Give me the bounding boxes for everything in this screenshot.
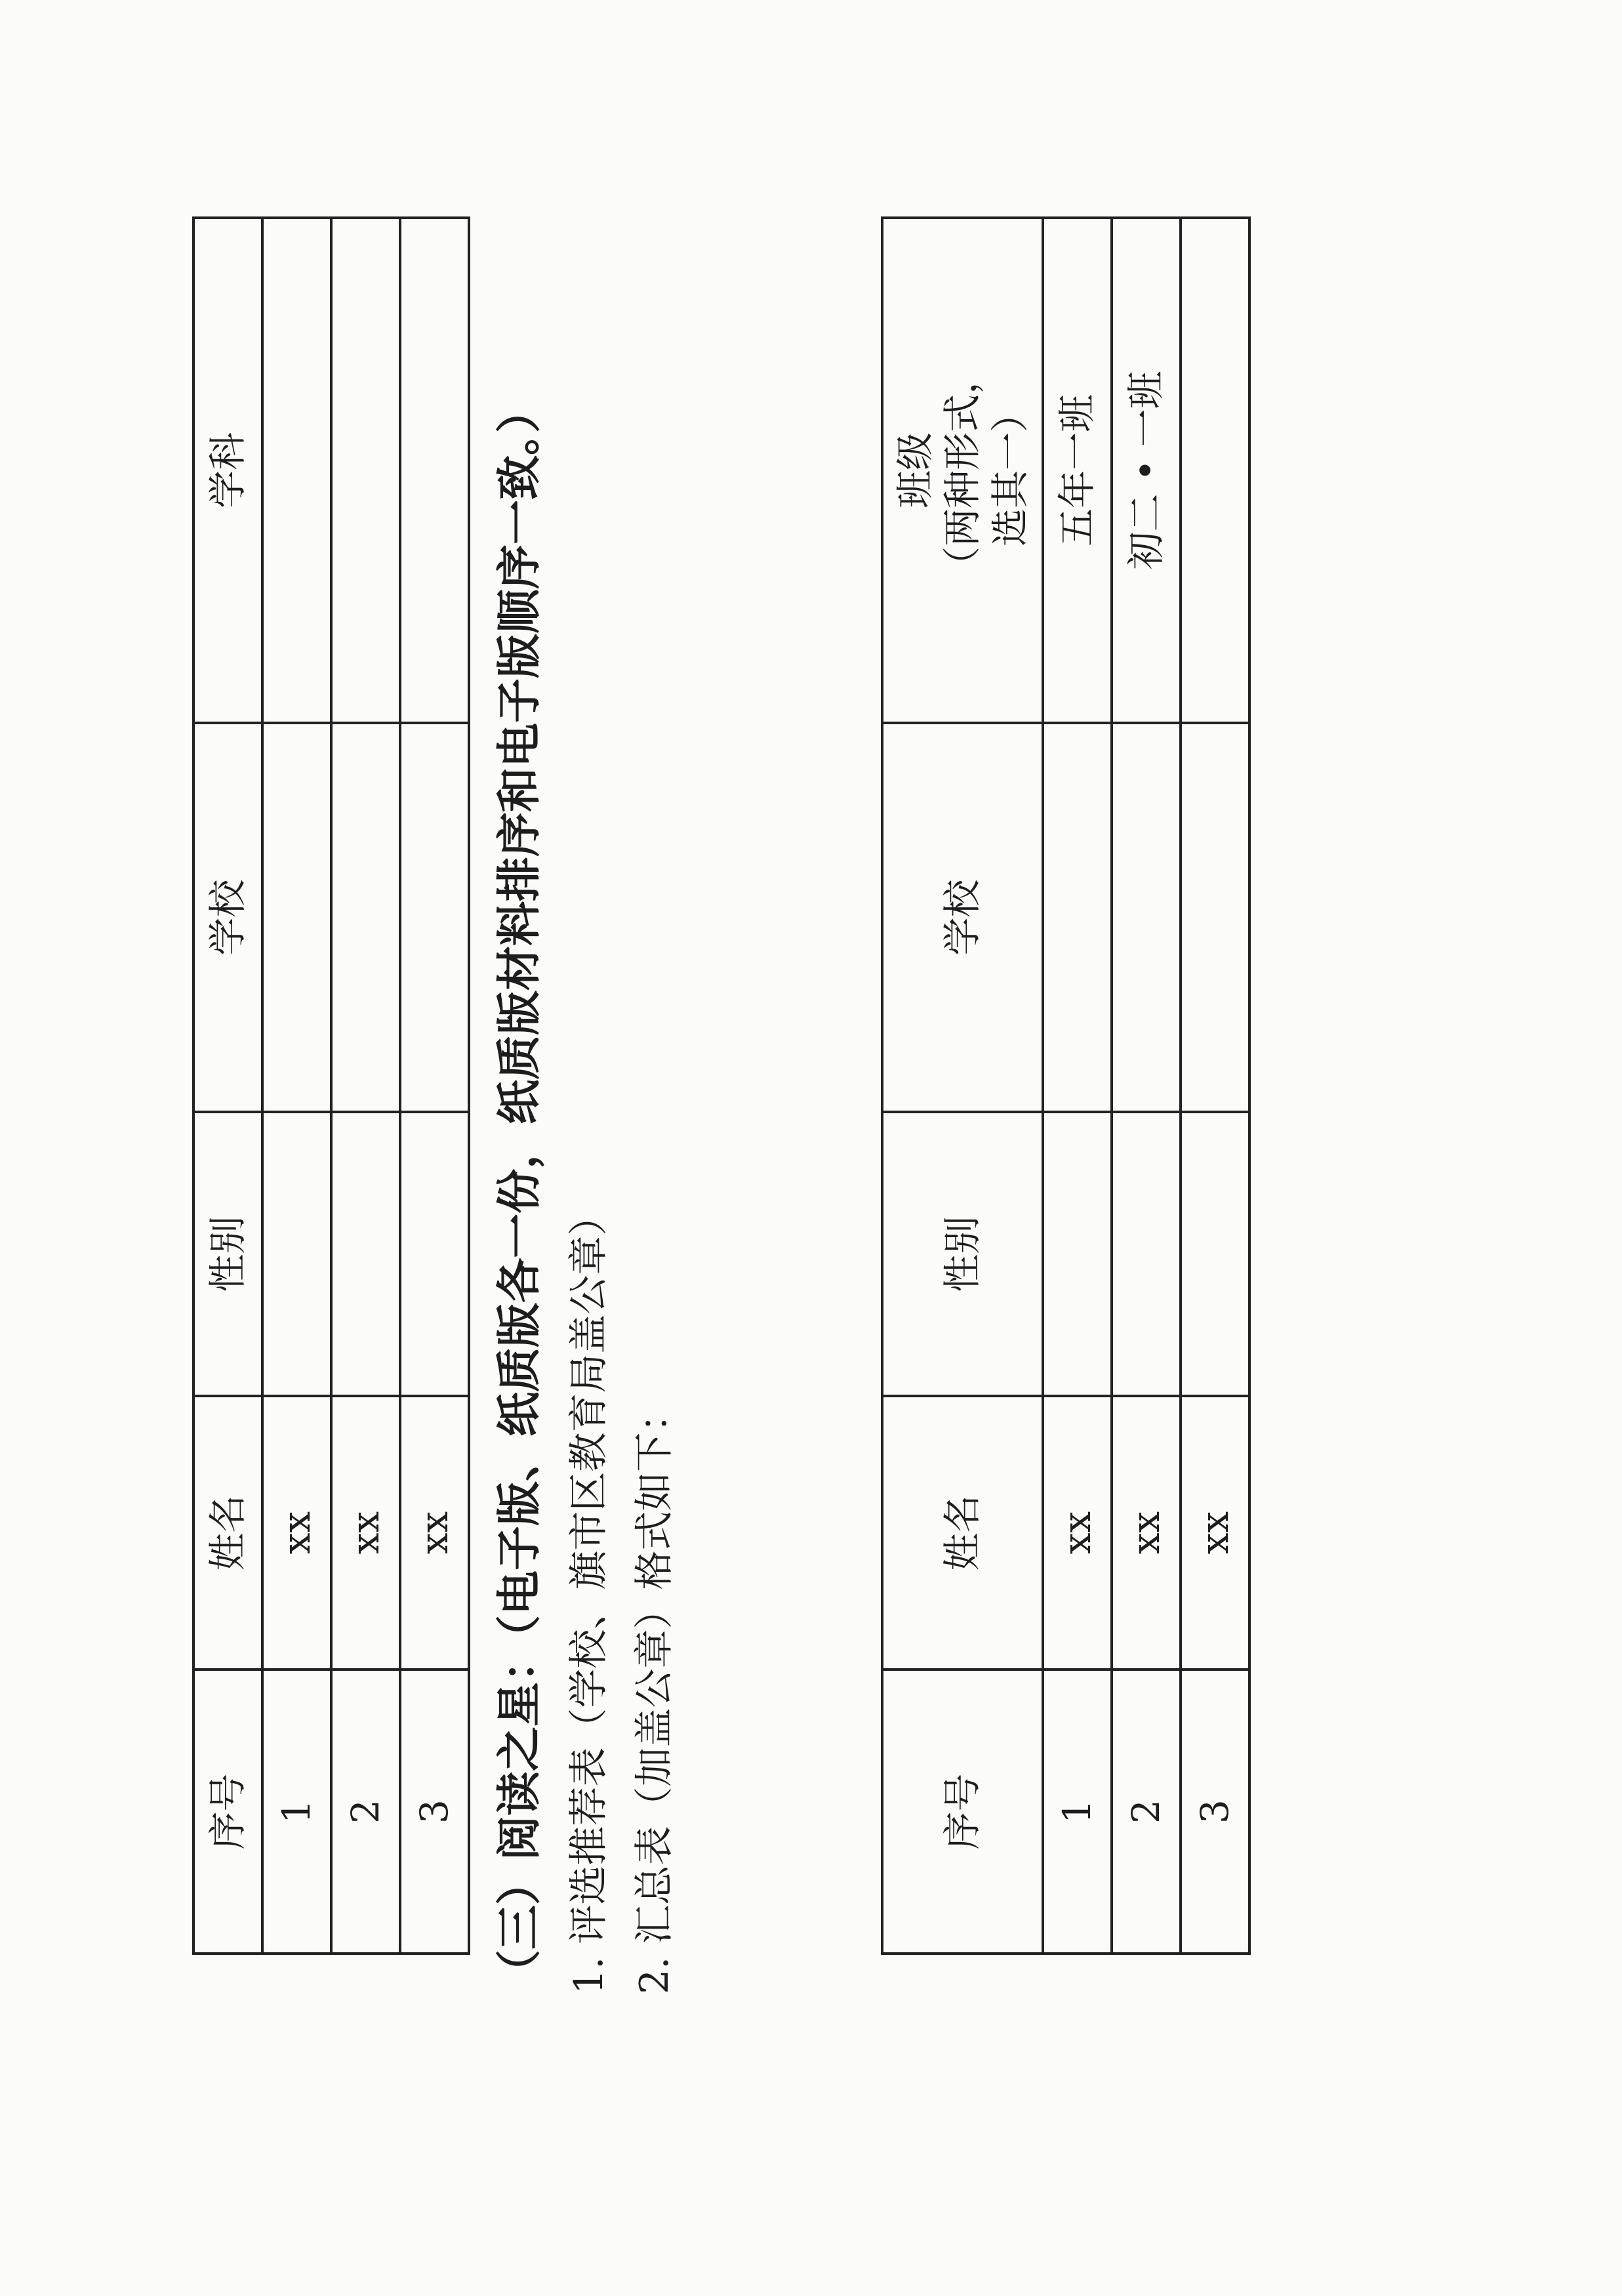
cell-gender	[262, 1112, 331, 1396]
cell-name: xx	[400, 1396, 469, 1670]
header-index: 序号	[882, 1670, 1043, 1954]
cell-school	[1043, 723, 1112, 1112]
cell-index: 1	[1043, 1670, 1112, 1954]
summary-table	[881, 216, 1251, 1955]
table-header-row	[882, 218, 1043, 1954]
cell-gender	[400, 1112, 469, 1396]
cell-gender	[331, 1112, 400, 1396]
cell-index: 2	[1112, 1670, 1181, 1954]
header-class-line: 选其一）	[987, 394, 1032, 546]
header-subject: 学科	[193, 218, 262, 723]
header-class-line: （两种形式，	[940, 356, 985, 584]
header-class	[882, 218, 1043, 723]
header-gender: 性别	[882, 1112, 1043, 1396]
section-heading: （三）阅读之星：（电子版、纸质版各一份，纸质版材料排序和电子版顺序一致。）	[494, 388, 546, 1994]
cell-subject	[262, 218, 331, 723]
cell-index: 3	[400, 1670, 469, 1954]
table-row	[262, 218, 331, 1954]
header-index: 序号	[193, 1670, 262, 1954]
cell-school	[1112, 723, 1181, 1112]
cell-name: xx	[1043, 1396, 1112, 1670]
header-gender: 性别	[193, 1112, 262, 1396]
cell-school	[1181, 723, 1249, 1112]
cell-school	[262, 723, 331, 1112]
cell-class	[1181, 218, 1249, 723]
item-recommend-form: 1. 评选推荐表（学校、旗市区教育局盖公章）	[566, 1196, 612, 1994]
cell-class: 初二 • 一班	[1112, 218, 1181, 723]
cell-class: 五年一班	[1043, 218, 1112, 723]
cell-school	[331, 723, 400, 1112]
header-school: 学校	[193, 723, 262, 1112]
item-summary-form: 2. 汇总表（加盖公章）格式如下：	[632, 1393, 678, 1994]
table-row	[1043, 218, 1112, 1954]
table-row	[400, 218, 469, 1954]
header-name: 姓名	[193, 1396, 262, 1670]
subject-table	[192, 216, 470, 1955]
header-school: 学校	[882, 723, 1043, 1112]
cell-gender	[1181, 1112, 1249, 1396]
cell-index: 1	[262, 1670, 331, 1954]
cell-school	[400, 723, 469, 1112]
cell-name: xx	[1112, 1396, 1181, 1670]
table-header-row	[193, 218, 262, 1954]
cell-index: 2	[331, 1670, 400, 1954]
cell-name: xx	[331, 1396, 400, 1670]
header-name: 姓名	[882, 1396, 1043, 1670]
cell-gender	[1112, 1112, 1181, 1396]
header-class-line: 班级	[892, 432, 937, 508]
table-row	[331, 218, 400, 1954]
cell-index: 3	[1181, 1670, 1249, 1954]
cell-name: xx	[1181, 1396, 1249, 1670]
table-row	[1112, 218, 1181, 1954]
cell-gender	[1043, 1112, 1112, 1396]
cell-subject	[400, 218, 469, 723]
cell-name: xx	[262, 1396, 331, 1670]
table-row	[1181, 218, 1249, 1954]
cell-subject	[331, 218, 400, 723]
